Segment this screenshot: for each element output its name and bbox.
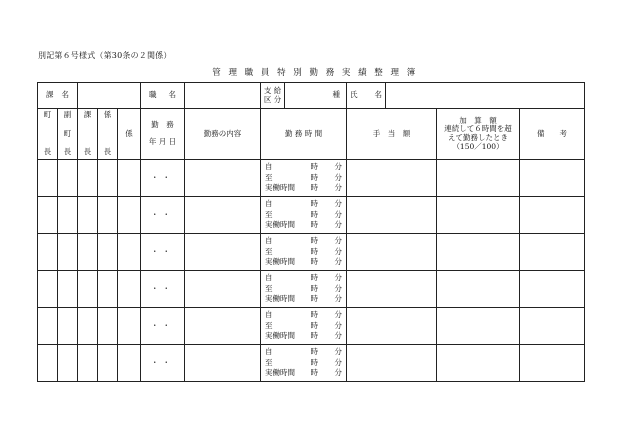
remarks-cell[interactable] [520, 345, 585, 382]
approver-kachou: 課 長 [78, 109, 98, 160]
allowance-cell[interactable] [347, 234, 437, 271]
content-cell[interactable] [185, 197, 261, 234]
shu-cell: 種 [285, 83, 347, 109]
table-row [38, 308, 585, 345]
date-cell[interactable]: ・・ [141, 271, 185, 308]
seal-cell[interactable] [118, 345, 141, 382]
date-cell[interactable]: ・・ [141, 160, 185, 197]
table-row [38, 160, 585, 197]
seal-cell[interactable] [98, 308, 118, 345]
allowance-header: 手 当 額 [347, 109, 437, 160]
seal-cell[interactable] [118, 160, 141, 197]
form-reference: 別記第６号様式（第30条の２関係） [38, 51, 172, 60]
kasan-cell[interactable] [437, 271, 520, 308]
date-cell[interactable]: ・・ [141, 345, 185, 382]
allowance-cell[interactable] [347, 160, 437, 197]
hours-cell[interactable]: 自 時 分 至 時 分 実働時間 時 分 [261, 345, 347, 382]
shoku-mei-cell: 職 名 [141, 83, 185, 109]
seal-cell[interactable] [98, 345, 118, 382]
content-cell[interactable] [185, 271, 261, 308]
remarks-cell[interactable] [520, 271, 585, 308]
hours-cell[interactable]: 自 時 分 至 時 分 実働時間 時 分 [261, 234, 347, 271]
seal-cell[interactable] [78, 308, 98, 345]
allowance-cell[interactable] [347, 197, 437, 234]
seal-cell[interactable] [58, 234, 78, 271]
table-row [38, 234, 585, 271]
seal-cell[interactable] [118, 308, 141, 345]
remarks-cell[interactable] [520, 160, 585, 197]
seal-cell[interactable] [118, 234, 141, 271]
allowance-cell[interactable] [347, 271, 437, 308]
kasan-header: 加 算 額 連続して６時間を超 えて勤務したとき （150／100） [437, 109, 520, 160]
seal-cell[interactable] [118, 197, 141, 234]
seal-cell[interactable] [58, 271, 78, 308]
date-cell[interactable]: ・・ [141, 308, 185, 345]
date-header: 勤 務 年 月 日 [141, 109, 185, 160]
seal-cell[interactable] [118, 271, 141, 308]
seal-cell[interactable] [38, 197, 58, 234]
approver-kakarichou: 係 長 [98, 109, 118, 160]
seal-cell[interactable] [38, 308, 58, 345]
approver-chou: 町 長 [38, 109, 58, 160]
seal-cell[interactable] [58, 160, 78, 197]
date-cell[interactable]: ・・ [141, 197, 185, 234]
kasan-cell[interactable] [437, 308, 520, 345]
record-table [37, 82, 585, 382]
kasan-cell[interactable] [437, 345, 520, 382]
content-cell[interactable] [185, 160, 261, 197]
seal-cell[interactable] [78, 234, 98, 271]
seal-cell[interactable] [58, 197, 78, 234]
kasan-cell[interactable] [437, 234, 520, 271]
hours-cell[interactable]: 自 時 分 至 時 分 実働時間 時 分 [261, 197, 347, 234]
seal-cell[interactable] [98, 271, 118, 308]
approver-kakari: 係 [118, 109, 141, 160]
shikyu-kubun-cell: 支 給 区 分 [261, 83, 285, 109]
shimei-value [386, 83, 585, 109]
seal-cell[interactable] [38, 345, 58, 382]
seal-cell[interactable] [38, 234, 58, 271]
table-row [38, 345, 585, 382]
seal-cell[interactable] [78, 345, 98, 382]
kasan-cell[interactable] [437, 160, 520, 197]
remarks-cell[interactable] [520, 197, 585, 234]
remarks-header: 備 考 [520, 109, 585, 160]
seal-cell[interactable] [58, 345, 78, 382]
shoku-mei-value [185, 83, 261, 109]
content-cell[interactable] [185, 234, 261, 271]
hours-cell[interactable]: 自 時 分 至 時 分 実働時間 時 分 [261, 308, 347, 345]
table-row [38, 197, 585, 234]
seal-cell[interactable] [78, 160, 98, 197]
header-row-2 [38, 109, 585, 160]
allowance-cell[interactable] [347, 308, 437, 345]
content-header: 勤務の内容 [185, 109, 261, 160]
seal-cell[interactable] [78, 271, 98, 308]
seal-cell[interactable] [98, 197, 118, 234]
seal-cell[interactable] [98, 160, 118, 197]
approver-fukuchou: 副 町 長 [58, 109, 78, 160]
content-cell[interactable] [185, 308, 261, 345]
seal-cell[interactable] [38, 160, 58, 197]
remarks-cell[interactable] [520, 308, 585, 345]
seal-cell[interactable] [78, 197, 98, 234]
ka-mei-value [78, 83, 141, 109]
hours-cell[interactable]: 自 時 分 至 時 分 実働時間 時 分 [261, 160, 347, 197]
form-title: 管 理 職 員 特 別 勤 務 実 績 整 理 簿 [212, 68, 418, 78]
seal-cell[interactable] [58, 308, 78, 345]
date-cell[interactable]: ・・ [141, 234, 185, 271]
remarks-cell[interactable] [520, 234, 585, 271]
allowance-cell[interactable] [347, 345, 437, 382]
kasan-cell[interactable] [437, 197, 520, 234]
hours-header: 勤 務 時 間 [261, 109, 347, 160]
shimei-cell: 氏 名 [347, 83, 386, 109]
hours-cell[interactable]: 自 時 分 至 時 分 実働時間 時 分 [261, 271, 347, 308]
content-cell[interactable] [185, 345, 261, 382]
header-row-1 [38, 83, 585, 109]
table-row [38, 271, 585, 308]
seal-cell[interactable] [98, 234, 118, 271]
seal-cell[interactable] [38, 271, 58, 308]
ka-mei-cell: 課 名 [38, 83, 78, 109]
